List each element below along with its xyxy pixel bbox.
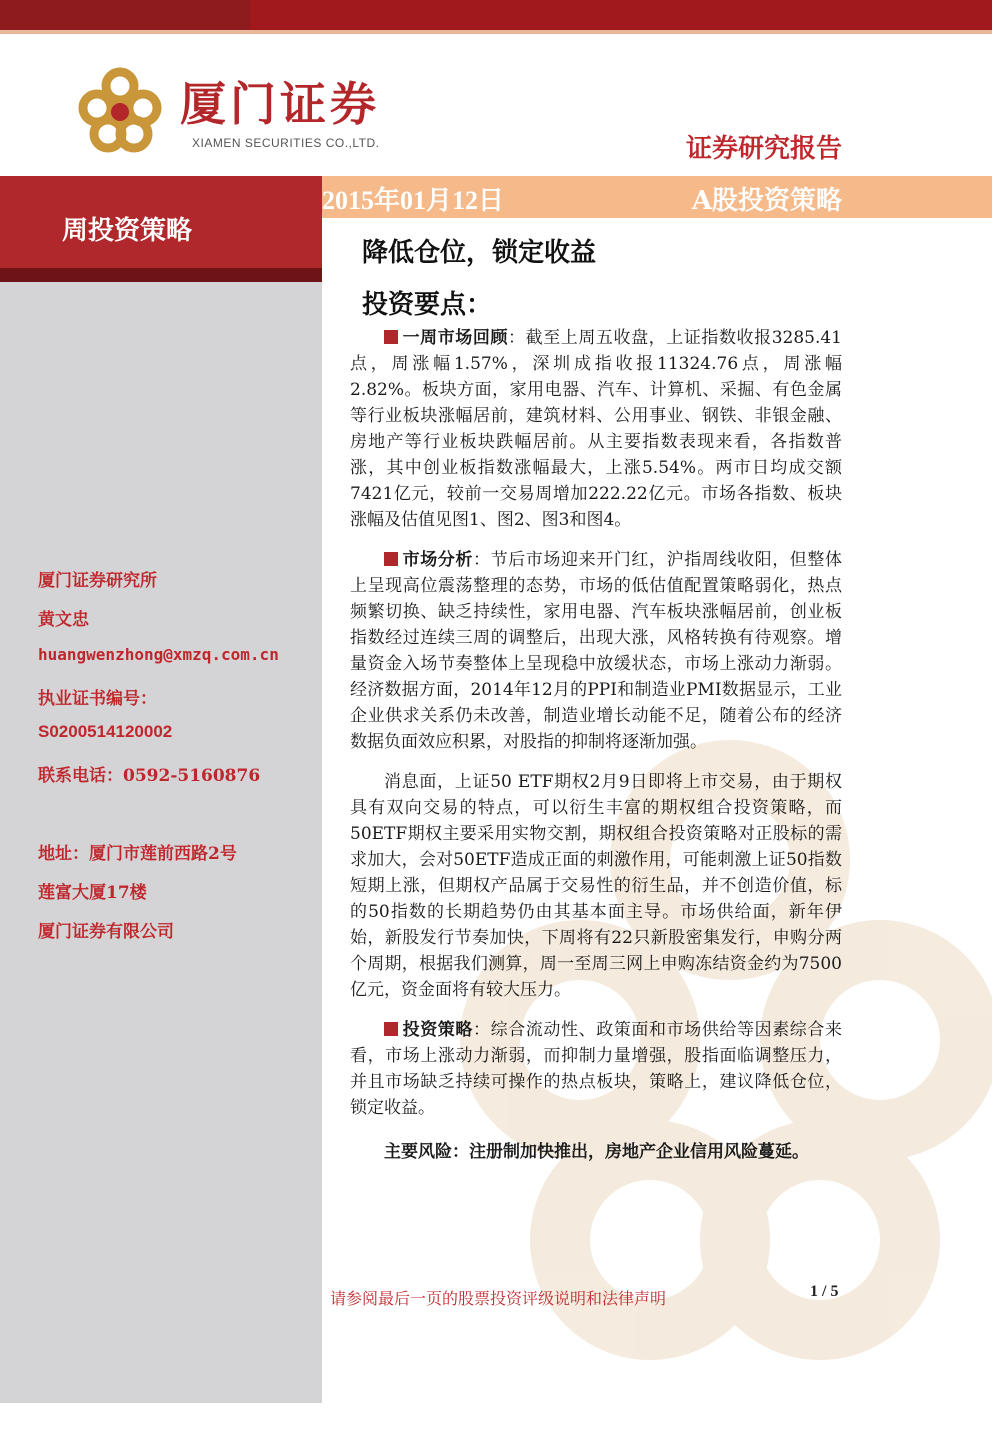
report-type: 证券研究报告 (685, 134, 842, 164)
footer-disclaimer[interactable]: 请参阅最后一页的股票投资评级说明和法律声明 (330, 1289, 667, 1308)
paragraph-text: ：节后市场迎来开门红，沪指周线收阳，但整体上呈现高位震荡整理的态势，市场的低估值配置策略弱化，热点频繁切换、缺乏持续性，家用电器、汽车板块涨幅居前，创业板指数经过连续三周的调整后，出现大涨，风格转换有待观察。增量资金入场节奏整体上呈现稳中放缓状态，市场上涨动力渐弱。经济数据方面，2014年12月的PPI和制造业PMI数据显示，工业企业供求关系仍未改善，制造业增长动能不足，随着公布的经济数据负面效应积累，对股指的抑制将逐渐加强。 (350, 550, 842, 752)
analyst-email[interactable]: huangwenzhong@xmzq.com.cn (38, 645, 279, 664)
page-number: 1 / 5 (810, 1283, 839, 1300)
research-institute: 厦门证券研究所 (38, 571, 157, 591)
main-risks: 主要风险：注册制加快推出，房地产企业信用风险蔓延。 (384, 1142, 809, 1162)
logo-english-name: XIAMEN SECURITIES CO.,LTD. (192, 136, 380, 150)
top-color-bar (0, 0, 992, 30)
top-bar-stripe (0, 30, 992, 34)
bullet-square-icon (384, 1022, 398, 1036)
company-logo (70, 60, 410, 160)
top-bar-right (250, 0, 992, 30)
section-title: 周投资策略 (62, 216, 193, 246)
paragraph-market-review (350, 325, 842, 533)
headline: 降低仓位，锁定收益 (362, 238, 597, 268)
paragraph-strategy (350, 1017, 842, 1121)
company-name: 厦门证券有限公司 (38, 922, 174, 942)
contact-phone: 联系电话：0592-5160876 (38, 766, 261, 786)
paragraph-text: ：综合流动性、政策面和市场供给等因素综合来看，市场上涨动力渐弱，而抑制力量增强，股指面临调整压力，并且市场缺乏持续可操作的热点板块，策略上，建议降低仓位，锁定收益。 (350, 1020, 842, 1118)
bullet-square-icon (384, 552, 398, 566)
address-line-2: 莲富大厦17楼 (38, 883, 147, 903)
license-number: S0200514120002 (38, 722, 173, 741)
paragraph-lead: 一周市场回顾 (402, 328, 509, 348)
address-line-1: 地址：厦门市莲前西路2号 (38, 844, 237, 864)
report-date: 2015年01月12日 (322, 186, 505, 215)
analyst-name: 黄文忠 (38, 610, 89, 630)
top-bar-left (0, 0, 250, 30)
section-band-shade (0, 268, 322, 282)
paragraph-market-analysis (350, 547, 842, 755)
paragraph-news: 消息面，上证50 ETF期权2月9日即将上市交易，由于期权具有双向交易的特点，可以衍生丰富的期权组合投资策略，而50ETF期权主要采用实物交割，期权组合投资策略对正股标的需求加大，会对50ETF造成正面的刺激作用，可能刺激上证50指数短期上涨，但期权产品属于交易性的衍生品，并不创造价值，标的50指数的长期趋势仍由其基本面主导。市场供给面，新年伊始，新股发行节奏加快，下周将有22只新股密集发行，申购分两个周期，根据我们测算，周一至周三网上申购冻结资金约为7500亿元，资金面将有较大压力。 (350, 772, 842, 1000)
license-label: 执业证书编号： (38, 689, 157, 709)
logo-name: 厦门证券 (180, 77, 380, 131)
flower-logo-icon (70, 60, 170, 160)
article-body (350, 325, 842, 1165)
report-category: A股投资策略 (691, 186, 842, 216)
paragraph-lead: 投资策略 (402, 1020, 473, 1040)
key-points-heading: 投资要点： (362, 290, 493, 320)
bullet-square-icon (384, 330, 398, 344)
paragraph-text: ：截至上周五收盘，上证指数收报3285.41点，周涨幅1.57%，深圳成指收报11324.76点，周涨幅2.82%。板块方面，家用电器、汽车、计算机、采掘、有色金属等行业板块涨幅居前，建筑材料、公用事业、钢铁、非银金融、房地产等行业板块跌幅居前。从主要指数表现来看，各指数普涨，其中创业板指数涨幅最大，上涨5.54%。两市日均成交额7421亿元，较前一交易周增加222.22亿元。市场各指数、板块涨幅及估值见图1、图2、图3和图4。 (350, 328, 842, 530)
paragraph-lead: 市场分析 (402, 550, 473, 570)
